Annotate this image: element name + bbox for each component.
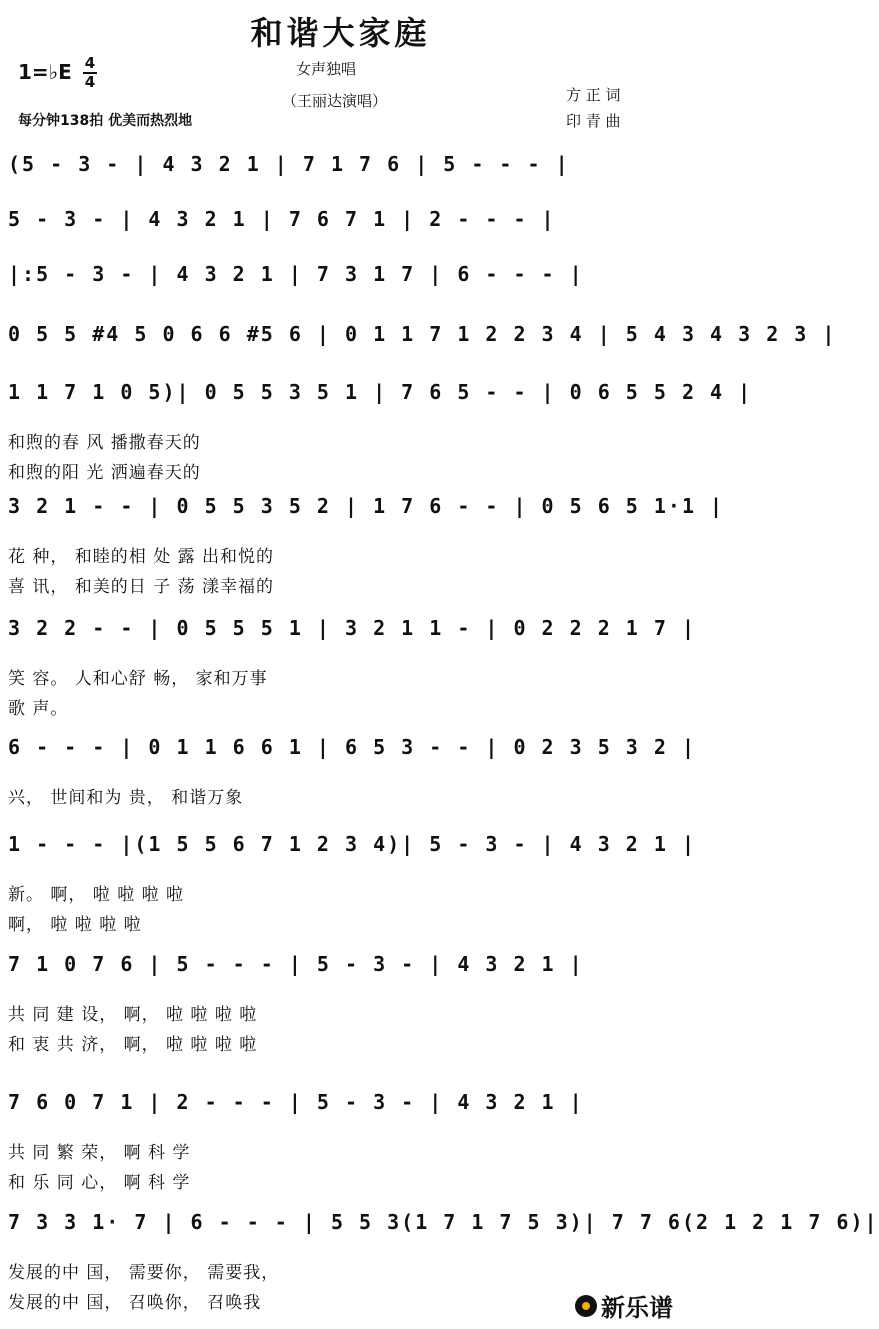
lyric-line: 新。 啊， 啦 啦 啦 啦 xyxy=(8,885,185,905)
notation-line: 3 2 2 - - | 0 5 5 5 1 | 3 2 1 1 - | 0 2 2 2 1 7 | xyxy=(8,616,697,640)
lyric-line: 和 乐 同 心， 啊 科 学 xyxy=(8,1173,191,1193)
notation-line: 1 - - - |(1 5 5 6 7 1 2 3 4)| 5 - 3 - | 4 3 2 1 | xyxy=(8,832,697,856)
lyric-line: 共 同 建 设， 啊， 啦 啦 啦 啦 xyxy=(8,1005,258,1025)
lyric-line: 啊， 啦 啦 啦 啦 xyxy=(8,915,142,935)
record-icon xyxy=(575,1295,597,1317)
notation-line: 5 - 3 - | 4 3 2 1 | 7 6 7 1 | 2 - - - | xyxy=(8,207,556,231)
logo-text: 新乐谱 xyxy=(601,1294,673,1322)
key-signature: 1=♭E xyxy=(18,60,72,84)
lyric-line: 共 同 繁 荣， 啊 科 学 xyxy=(8,1143,191,1163)
notation-line: (5 - 3 - | 4 3 2 1 | 7 1 7 6 | 5 - - - | xyxy=(8,152,570,176)
lyric-line: 喜 讯， 和美的日 子 荡 漾幸福的 xyxy=(8,577,275,597)
lyricist: 方 正 词 xyxy=(566,86,621,104)
notation-line: 7 1 0 7 6 | 5 - - - | 5 - 3 - | 4 3 2 1 | xyxy=(8,952,584,976)
subtitle: 女声独唱 xyxy=(296,60,357,78)
song-title: 和谐大家庭 xyxy=(250,14,431,52)
composer: 印 青 曲 xyxy=(566,112,621,130)
performer: （王丽达演唱） xyxy=(282,92,388,110)
notation-line: 0 5 5 #4 5 0 6 6 #5 6 | 0 1 1 7 1 2 2 3 4 | 5 4 3 4 3 2 3 | xyxy=(8,322,837,346)
lyric-line: 歌 声。 xyxy=(8,699,69,719)
notation-line: 3 2 1 - - | 0 5 5 3 5 2 | 1 7 6 - - | 0 5 6 5 1·1 | xyxy=(8,494,725,518)
notation-line: 7 6 0 7 1 | 2 - - - | 5 - 3 - | 4 3 2 1 | xyxy=(8,1090,584,1114)
notation-line: 7 3 3 1· 7 | 6 - - - | 5 5 3(1 7 1 7 5 3)| 7 7 6(2 1 2 1 7 6)| xyxy=(8,1210,879,1234)
lyric-line: 和煦的春 风 播撒春天的 xyxy=(8,433,201,453)
lyric-line: 和 衷 共 济， 啊， 啦 啦 啦 啦 xyxy=(8,1035,258,1055)
lyric-line: 和煦的阳 光 洒遍春天的 xyxy=(8,463,201,483)
lyric-line: 发展的中 国， 需要你， 需要我， xyxy=(8,1263,280,1283)
lyric-line: 笑 容。 人和心舒 畅， 家和万事 xyxy=(8,669,268,689)
lyric-line: 兴， 世间和为 贵， 和谐万象 xyxy=(8,788,244,808)
notation-line: 1 1 7 1 0 5)| 0 5 5 3 5 1 | 7 6 5 - - | 0 6 5 5 2 4 | xyxy=(8,380,753,404)
notation-line: |:5 - 3 - | 4 3 2 1 | 7 3 1 7 | 6 - - - | xyxy=(8,262,584,286)
time-signature: 4 4 xyxy=(84,54,96,91)
lyric-line: 发展的中 国， 召唤你， 召唤我 xyxy=(8,1293,262,1313)
site-logo xyxy=(575,1288,673,1323)
notation-line: 6 - - - | 0 1 1 6 6 1 | 6 5 3 - - | 0 2 3 5 3 2 | xyxy=(8,735,697,759)
lyric-line: 花 种， 和睦的相 处 露 出和悦的 xyxy=(8,547,275,567)
tempo: 每分钟138拍 优美而热烈地 xyxy=(18,113,193,129)
